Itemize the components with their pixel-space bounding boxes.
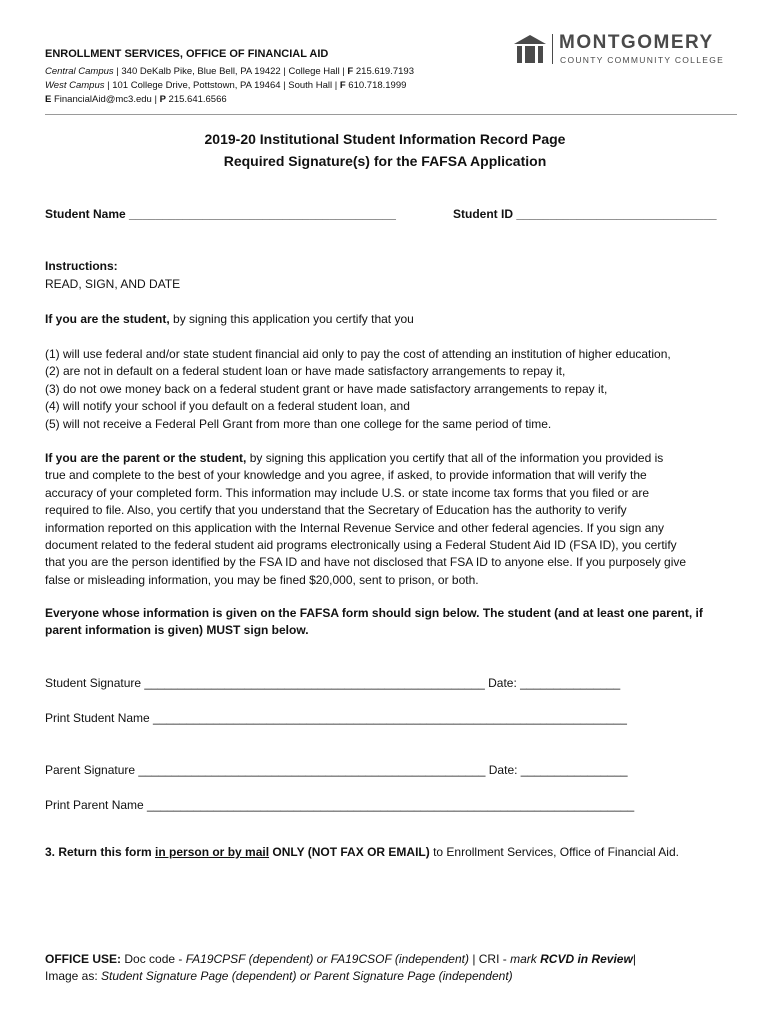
return-instruction xyxy=(45,844,679,861)
office-use-line-1 xyxy=(45,951,636,968)
student-cert-lead-rest: by signing this application you certify that you xyxy=(169,312,414,326)
email-label: E xyxy=(45,94,52,105)
print-student-name-field[interactable]: Print Student Name _______________________________________________________________________ xyxy=(45,711,627,725)
west-campus-address: | 101 College Drive, Pottstown, PA 19464 | South Hall | xyxy=(104,80,340,91)
header-divider xyxy=(45,114,737,115)
logo-divider xyxy=(552,34,553,64)
central-fax-number: 215.619.7193 xyxy=(353,66,414,77)
student-signature-field[interactable]: Student Signature ___________________________________________________ Date: _______________ xyxy=(45,676,621,690)
return-underlined: in person or by mail xyxy=(155,845,270,859)
instructions-heading: Instructions: xyxy=(45,259,118,273)
central-campus-address: | 340 DeKalb Pike, Blue Bell, PA 19422 | College Hall | xyxy=(113,66,348,77)
student-cert-list xyxy=(45,346,745,433)
office-use-line-2 xyxy=(45,968,513,985)
student-cert-lead xyxy=(45,311,414,328)
paragraph-line xyxy=(45,450,745,467)
instructions-text: READ, SIGN, AND DATE xyxy=(45,277,181,291)
logo-subtitle: COUNTY COMMUNITY COLLEGE xyxy=(560,55,725,65)
building-icon xyxy=(512,34,548,66)
parent-cert-lead-bold: If you are the parent or the student, xyxy=(45,451,247,465)
west-fax-number: 610.718.1999 xyxy=(345,80,407,91)
doc-code-value: FA19CPSF (dependent) or FA19CSOF (independent) xyxy=(185,952,469,966)
list-item: (1) will use federal and/or state student financial aid only to pay the cost of attending an institution of higher education, xyxy=(45,347,671,361)
central-campus-line xyxy=(45,65,414,79)
parent-cert-paragraph xyxy=(45,450,745,589)
everyone-line-2: parent information is given) MUST sign below. xyxy=(45,623,309,638)
logo-name: MONTGOMERY xyxy=(559,32,714,53)
everyone-notice xyxy=(45,605,745,640)
parent-cert-line: true and complete to the best of your knowledge and you agree, if asked, to provide information that will verify the xyxy=(45,468,647,483)
rcvd-status: RCVD in Review xyxy=(540,952,633,966)
office-heading: ENROLLMENT SERVICES, OFFICE OF FINANCIAL AID xyxy=(45,48,329,60)
everyone-line-1: Everyone whose information is given on the FAFSA form should sign below. The student (and at least one parent, if xyxy=(45,606,703,620)
student-name-field[interactable]: Student Name ________________________________________ xyxy=(45,207,396,221)
mark-label: mark xyxy=(510,952,541,966)
list-item: (3) do not owe money back on a federal student grant or have made satisfactory arrangements to repay it, xyxy=(45,381,608,396)
parent-cert-line: accuracy of your completed form. This information may include U.S. or state income tax forms that you filed or are xyxy=(45,485,650,500)
parent-cert-line: information reported on this application with the Internal Revenue Service and other federal agencies. If you sign any xyxy=(45,520,665,535)
image-as-label: Image as: xyxy=(45,969,102,983)
parent-cert-line: that you are the person identified by the FSA ID and have not disclosed that FSA ID to anyone else. If you purposely give xyxy=(45,555,687,570)
email-address: FinancialAid@mc3.edu | xyxy=(51,94,160,105)
phone-number: 215.641.6566 xyxy=(165,94,227,105)
form-subtitle: Required Signature(s) for the FAFSA Application xyxy=(223,153,547,169)
doc-code-label: Doc code - xyxy=(121,952,186,966)
central-campus-label: Central Campus xyxy=(45,66,114,77)
print-parent-name-field[interactable]: Print Parent Name _________________________________________________________________________ xyxy=(45,798,635,812)
parent-cert-line: required to file. Also, you certify that you understand that the Secretary of Education has the authority to verify xyxy=(45,503,627,518)
office-use-label: OFFICE USE: xyxy=(45,952,122,966)
central-fax-label: F xyxy=(347,66,354,77)
return-rest: to Enrollment Services, Office of Financial Aid. xyxy=(429,845,679,859)
parent-cert-line: document related to the federal student aid programs electronically using a Federal Student Aid ID (FSA ID), you certify xyxy=(45,538,677,553)
parent-cert-line: by signing this application you certify that all of the information you provided is xyxy=(246,451,664,465)
west-campus-label: West Campus xyxy=(45,80,105,91)
phone-label: P xyxy=(159,94,166,105)
student-id-field[interactable]: Student ID ______________________________ xyxy=(453,207,717,221)
list-item: (2) are not in default on a federal student loan or have made satisfactory arrangements to repay it, xyxy=(45,364,566,379)
form-title: 2019-20 Institutional Student Information Record Page xyxy=(204,131,566,147)
cri-label: | CRI - xyxy=(468,952,511,966)
west-campus-line xyxy=(45,79,406,93)
contact-line xyxy=(45,93,227,107)
parent-signature-field[interactable]: Parent Signature ____________________________________________________ Date: ________________ xyxy=(45,763,628,777)
parent-cert-line: false or misleading information, you may be fined $20,000, sent to prison, or both. xyxy=(45,572,479,587)
student-cert-lead-bold: If you are the student, xyxy=(45,312,170,326)
list-item: (5) will not receive a Federal Pell Grant from more than one college for the same period of time. xyxy=(45,416,552,431)
return-bold-2: ONLY (NOT FAX OR EMAIL) xyxy=(269,845,430,859)
image-as-value: Student Signature Page (dependent) or Parent Signature Page (independent) xyxy=(101,969,513,983)
college-logo xyxy=(512,32,737,72)
list-item: (4) will notify your school if you default on a federal student loan, and xyxy=(45,399,410,414)
pipe-separator: | xyxy=(632,952,636,966)
west-fax-label: F xyxy=(339,80,346,91)
return-bold-1: 3. Return this form xyxy=(45,845,156,859)
